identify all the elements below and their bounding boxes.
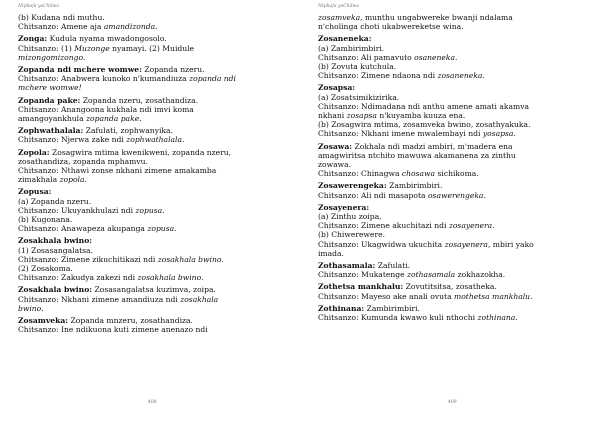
entry-line [18, 53, 290, 62]
headword: Zosakhala bwino: [18, 236, 93, 246]
headword: Zopola: [18, 147, 50, 157]
entry-text: Chitsanzo: Nkhani zimene amandiuza ndi [18, 294, 181, 304]
entry-text: (1) Zosasangalatsa. [18, 245, 93, 255]
example-word: mothetsa mankhalu. [454, 291, 533, 301]
entry-line [18, 246, 290, 255]
entry-text: Zafulati, zophwanyika. [83, 126, 173, 136]
entry-line [318, 313, 588, 322]
entry-text: Zopanda nzeru, zosathandiza. [80, 95, 199, 105]
entry-text: (a) Zinthu zoipa, [318, 212, 382, 222]
entry-line [18, 273, 290, 282]
entry-line [318, 44, 588, 53]
entry-line [318, 270, 588, 279]
entry-line [18, 96, 290, 105]
dictionary-entry [18, 126, 290, 144]
dictionary-entry [318, 142, 588, 179]
entry-text: sichikoma. [435, 169, 479, 179]
entry-text: Zosasangalatsa kuzimva, zoipa. [92, 285, 216, 295]
entry-line [18, 65, 290, 74]
page-number: 408 [148, 400, 157, 405]
entry-line [18, 166, 290, 175]
headword: Zothasamala: [318, 261, 376, 271]
headword: Zosayenera: [318, 202, 370, 212]
entry-line [18, 206, 290, 215]
entry-text: Chitsanzo: Mukatenge [318, 270, 408, 280]
example-word: zosapsa [346, 111, 377, 121]
dictionary-entries [18, 13, 290, 338]
entry-text: zimakhala [18, 175, 60, 185]
entry-text: (b) Chiwerewere. [318, 230, 385, 240]
entry-text: Chitsanzo: Ali pamavuto [318, 52, 415, 62]
dictionary-entry [18, 148, 290, 185]
dictionary-entry [318, 34, 588, 80]
entry-text: Chitsanzo: Amene aja [18, 22, 104, 32]
example-word: zothinana. [477, 313, 518, 323]
entry-text: Kudula nyama mwadongosolo. [47, 34, 167, 44]
entry-line [318, 53, 588, 62]
entry-text: Chitsanzo: Njerwa zake ndi [18, 135, 127, 145]
entry-line [318, 71, 588, 80]
entry-line [318, 160, 588, 169]
example-word: zopusa. [147, 224, 177, 234]
entry-text: Zambirimbiri. [386, 181, 443, 191]
entry-line [318, 230, 588, 239]
entry-text: nyamayi. (2) Muidule [109, 43, 195, 53]
entry-text: Chitsanzo: Ali ndi masapota [318, 190, 428, 200]
entry-text: nkhani [318, 111, 347, 121]
entry-text: Chitsanzo: Anangoona kukhala ndi imvi koma [18, 104, 194, 114]
entry-line [18, 135, 290, 144]
example-word: Muzonge [74, 43, 110, 53]
entry-text: (2) Zosakoma. [18, 264, 73, 274]
dictionary-entry [18, 236, 290, 282]
dictionary-entries [318, 13, 588, 325]
entry-text: Chitsanzo: Zakudya zakezi ndi [18, 273, 138, 283]
entry-line [18, 83, 290, 92]
entry-line [318, 282, 588, 291]
entry-line [18, 316, 290, 325]
dictionary-entry [318, 304, 588, 322]
headword: Zonga: [18, 34, 48, 44]
entry-line [18, 236, 290, 245]
entry-text: Chitsanzo: Zimene zikuchitikazi ndi [18, 254, 158, 264]
example-word: zopanda pake. [86, 114, 142, 124]
entry-line [318, 249, 588, 258]
entry-text: Zafulati. [375, 261, 411, 271]
entry-line [18, 13, 290, 22]
example-word: mchere womwe! [18, 83, 82, 93]
entry-text: Chitsanzo: Ukagwidwa ukuchita [318, 239, 445, 249]
entry-line [318, 292, 588, 301]
entry-line [18, 285, 290, 294]
entry-text: Chitsanzo: Mayeso ake anali ovuta [318, 291, 455, 301]
entry-line [318, 93, 588, 102]
example-word: zopola. [59, 175, 87, 185]
entry-text: amagwiritsa ntchito mawuwa akamanena za zinthu [318, 150, 516, 160]
entry-text: Chitsanzo: Ndimadana ndi anthu amene amati akamva [318, 101, 530, 111]
headword: Zopanda ndi mchere womwe: [18, 65, 142, 75]
entry-line [318, 191, 588, 200]
entry-line [18, 114, 290, 123]
dictionary-entry [18, 316, 290, 334]
entry-line [318, 83, 588, 92]
headword: Zophwathalala: [18, 126, 84, 136]
headword: Zosakhala bwino: [18, 285, 93, 295]
entry-text: Chitsanzo: Zimene akuchitazi ndi [318, 221, 449, 231]
entry-line [318, 221, 588, 230]
entry-text: n'cholinga choti ukabwereketse wina. [318, 22, 464, 32]
entry-text: zowawa. [318, 160, 352, 170]
entry-text: (b) Zosagwira mtima, zosamveka bwino, zosathyakuka. [318, 120, 531, 130]
page-number: 409 [448, 400, 457, 405]
example-word: zopusa. [135, 205, 165, 215]
headword: Zopusa: [18, 187, 52, 197]
entry-line [318, 22, 588, 31]
headword: Zosawerengeka: [318, 181, 387, 191]
entry-text: munthu ungabwereke bwanji ndalama [362, 13, 513, 22]
headword: Zosawa: [318, 141, 353, 151]
entry-line [318, 261, 588, 270]
example-word: chosawa [401, 169, 436, 179]
entry-line [18, 34, 290, 43]
entry-line [18, 224, 290, 233]
entry-line [318, 169, 588, 178]
dictionary-entry [318, 203, 588, 258]
example-word: mizongomizongo. [18, 52, 86, 62]
entry-line [318, 129, 588, 138]
entry-line [318, 13, 588, 22]
right-page [300, 0, 600, 424]
entry-text: (a) Zosatsimikizirika. [318, 92, 400, 102]
entry-line [318, 181, 588, 190]
dictionary-entry [318, 181, 588, 199]
entry-text: Chitsanzo: Ine ndikuona kuti zimene anenazo ndi [18, 325, 208, 335]
entry-text: Zosagwira mtima kwenikweni, zopanda nzeru, [49, 147, 232, 157]
entry-text: Chitsanzo: Anabwera kunoko n'kumandiuza [18, 74, 190, 84]
dictionary-entry [18, 13, 290, 31]
headword: Zothinana: [318, 303, 365, 313]
example-word: zothasamala [407, 270, 456, 280]
headword: Zopanda pake: [18, 95, 81, 105]
running-head: Ntphafa yaChilwa [18, 4, 59, 9]
entry-line [318, 102, 588, 111]
entry-line [318, 304, 588, 313]
dictionary-entry [318, 261, 588, 279]
example-word: zosayenera, [444, 239, 491, 249]
example-word: zosakhala bwino. [157, 254, 224, 264]
headword: Zosamveka: [18, 316, 69, 326]
entry-text: Chitsanzo: Anawapeza akupanga [18, 224, 148, 234]
entry-line [18, 215, 290, 224]
entry-text: Chitsanzo: (1) [18, 43, 75, 53]
entry-line [318, 240, 588, 249]
entry-text: Chitsanzo: Chinagwa [318, 169, 402, 179]
entry-line [318, 151, 588, 160]
entry-line [18, 187, 290, 196]
entry-line [318, 111, 588, 120]
entry-line [18, 304, 290, 313]
entry-line [18, 157, 290, 166]
entry-text: imada. [318, 248, 344, 258]
entry-line [18, 105, 290, 114]
dictionary-entry [18, 187, 290, 233]
entry-line [18, 264, 290, 273]
example-word: yosapsa. [482, 129, 516, 139]
entry-line [18, 255, 290, 264]
example-word: bwino. [18, 303, 44, 313]
entry-line [318, 142, 588, 151]
entry-line [18, 175, 290, 184]
dictionary-entry [18, 34, 290, 62]
entry-line [18, 22, 290, 31]
headword: Zothetsa mankhalu: [318, 282, 404, 292]
entry-text: Chitsanzo: Nthawi zonse nkhani zimene amakamba [18, 166, 217, 176]
entry-line [318, 203, 588, 212]
entry-text: zosathandiza, zopanda mphamvu. [18, 156, 148, 166]
entry-text: Zopanda mnzeru, zosathandiza. [68, 316, 193, 326]
entry-text: Chitsanzo: Zimene ndaona ndi [318, 71, 438, 81]
running-head: Ntphafa yaChilwa [318, 4, 359, 9]
entry-line [318, 34, 588, 43]
entry-line [18, 148, 290, 157]
entry-line [18, 197, 290, 206]
entry-line [18, 44, 290, 53]
entry-text: Zovutitsitsa, zosatheka. [403, 282, 497, 292]
dictionary-entry [18, 65, 290, 93]
example-word: osawerengeka. [427, 190, 486, 200]
entry-line [18, 126, 290, 135]
entry-text: Zopanda nzeru. [141, 65, 205, 75]
entry-text: Chitsanzo: Nkhani imene mwalembayi ndi [318, 129, 483, 139]
entry-text: Zokhala ndi madzi ambiri, m'madera ena [352, 141, 513, 151]
entry-line [18, 295, 290, 304]
example-word: zosamveka, [318, 13, 363, 22]
entry-text: Chitsanzo: Ukuyankhulazi ndi [18, 205, 136, 215]
example-word: zosakhala bwino. [137, 273, 204, 283]
example-word: zopanda ndi [189, 74, 236, 84]
entry-text: zokhazokha. [455, 270, 506, 280]
headword: Zosapsa: [318, 83, 356, 93]
entry-text: (b) Zovuta kutchula. [318, 62, 397, 72]
dictionary-entry [318, 13, 588, 31]
entry-line [318, 212, 588, 221]
example-word: zosayenera. [448, 221, 495, 231]
entry-text: Zambirimbiri. [364, 303, 420, 313]
dictionary-entry [18, 96, 290, 124]
example-word: amandizonda. [103, 22, 158, 32]
entry-text: amangoyankhula [18, 114, 87, 124]
dictionary-entry [18, 285, 290, 313]
dictionary-entry [318, 282, 588, 300]
example-word: zosakhala [180, 294, 219, 304]
example-word: zosaneneka. [437, 71, 485, 81]
entry-line [18, 325, 290, 334]
entry-text: (b) Kudana ndi muthu. [18, 13, 105, 22]
example-word: osaneneka. [414, 52, 458, 62]
example-word: zophwathalala. [126, 135, 185, 145]
entry-line [18, 74, 290, 83]
entry-text: (a) Zopanda nzeru. [18, 196, 92, 206]
entry-line [318, 120, 588, 129]
entry-text: n'kuyamba kuuza ena. [376, 111, 466, 121]
entry-text: (b) Kugonana. [18, 215, 73, 225]
headword: Zosaneneka: [318, 34, 372, 44]
entry-line [318, 62, 588, 71]
entry-text: (a) Zambirimbiri. [318, 43, 385, 53]
entry-text: Chitsanzo: Kumunda kwawo kuli nthochi [318, 313, 478, 323]
entry-text: mbiri yako [490, 239, 534, 249]
dictionary-entry [318, 83, 588, 138]
